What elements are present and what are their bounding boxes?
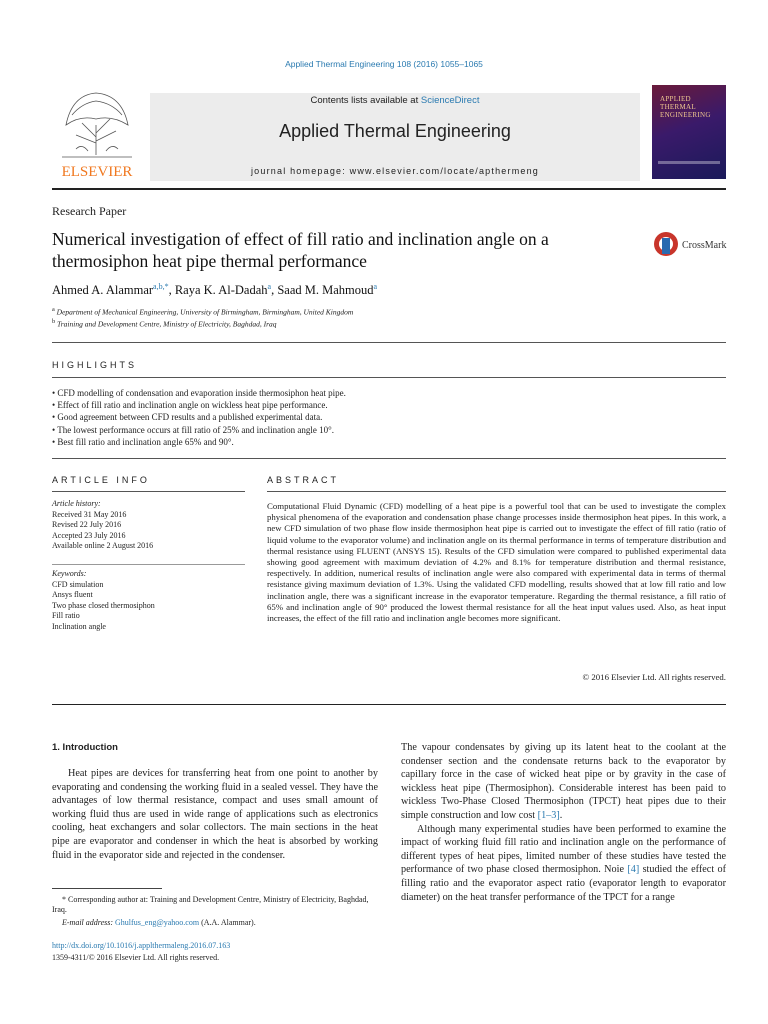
highlights-list	[52, 387, 346, 448]
divider	[52, 564, 245, 565]
reference-link[interactable]: [1–3]	[537, 809, 560, 821]
keyword: Two phase closed thermosiphon	[52, 600, 155, 610]
abstract-copyright: © 2016 Elsevier Ltd. All rights reserved.	[582, 672, 726, 682]
journal-cover-image[interactable]: APPLIED THERMAL ENGINEERING	[652, 85, 726, 179]
doi-link[interactable]: http://dx.doi.org/10.1016/j.applthermaleng.2016.07.163	[52, 941, 231, 950]
affiliation: $^a$ Department of Mechanical Engineering, University of Birmingham, Birmingham, United Kingdom	[52, 306, 354, 317]
highlight-item: • Best fill ratio and inclination angle 65% and 90°.	[52, 436, 234, 447]
highlight-item: • Effect of fill ratio and inclination angle on wickless heat pipe performance.	[52, 400, 328, 411]
article-type: Research Paper	[52, 204, 127, 218]
divider	[52, 458, 726, 459]
divider	[52, 491, 245, 492]
article-history: Article history: Received 31 May 2016 Revised 22 July 2016 Accepted 23 July 2016 Available online 2 August 2016	[52, 499, 154, 551]
intro-paragraph: Heat pipes are devices for transferring heat from one point to another by evaporating and condensing the working fluid in a sealed vessel. They have the advantages of low thermal resistance, compact and uses small amount of working fluid thus are used in wide range of applications such as electronics cooling, heat exchangers and solar collectors. The main sections in the heat pipe are evaporator and condenser in which the heat is absorbed by working fluid in the evaporator side and rejected in the condenser.	[52, 768, 378, 861]
publisher-wordmark: ELSEVIER	[61, 164, 133, 180]
journal-homepage[interactable]: journal homepage: www.elsevier.com/locate/apthermeng	[250, 166, 540, 176]
keyword: Fill ratio	[52, 611, 80, 621]
keyword: Ansys fluent	[52, 590, 93, 600]
keywords: Keywords: CFD simulation Ansys fluent Two phase closed thermosiphon Fill ratio Inclination angle	[52, 569, 232, 633]
corresponding-author-note: * Corresponding author at: Training and Development Centre, Ministry of Electricity, Baghdad, Iraq.	[52, 895, 369, 915]
abstract-heading: ABSTRACT	[267, 475, 340, 485]
issn-copyright: 1359-4311/© 2016 Elsevier Ltd. All rights reserved.	[52, 953, 220, 962]
email-link[interactable]: Ghulfus_eng@yahoo.com	[115, 918, 200, 927]
highlight-item: • Good agreement between CFD results and a published experimental data.	[52, 412, 323, 423]
section-heading: 1. Introduction	[52, 742, 118, 753]
email-note: E-mail address: Ghulfus_eng@yahoo.com (A.A. Alammar).	[62, 918, 256, 927]
contents-availability: Contents lists available at ScienceDirect	[310, 95, 480, 106]
author[interactable]: Saad M. Mahmoud	[277, 283, 374, 298]
crossmark-label: CrossMark	[682, 240, 727, 251]
divider	[52, 342, 726, 343]
elsevier-logo	[52, 85, 142, 181]
keyword: CFD simulation	[52, 579, 104, 589]
crossmark-badge[interactable]	[652, 228, 732, 262]
reference-link[interactable]: [4]	[627, 864, 640, 876]
intro-right-column: The vapour condensates by giving up its latent heat to the coolant at the condenser section and the condensate returns back to the evaporator by capillary force in the case of wicked heat pipe or by gravity in the case of wickless heat pipe (Thermosiphon). Considerable interest has been paid to wickless Two-Phase Closed Thermosiphon (TPCT) heat pipes due to their simple construction and low cost [1–3]. Although many experimental studies have been performed to examine the impact of working fluid fill ratio and inclination angle on the performance of different types of heat pipes, limited number of these studies have tested the performance of two phase closed thermosiphon. Noie [4] studied the effect of filling ratio and the evaporator aspect ratio (evaporator length to evaporator diameter) on the heat transfer performance of the TPCT for a range	[401, 742, 726, 903]
author[interactable]: Ahmed A. Alammar	[52, 283, 154, 298]
journal-citation-link[interactable]: Applied Thermal Engineering 108 (2016) 1055–1065	[285, 59, 483, 69]
divider	[52, 704, 726, 705]
header-rule	[52, 188, 726, 190]
article-title: Numerical investigation of effect of fill ratio and inclination angle on a thermosiphon heat pipe thermal performance	[52, 229, 549, 271]
article-info-heading: ARTICLE INFO	[52, 475, 150, 485]
sciencedirect-link[interactable]: ScienceDirect	[420, 95, 480, 106]
journal-title: Applied Thermal Engineering	[279, 121, 511, 141]
divider	[267, 491, 726, 492]
author[interactable]: Raya K. Al-Dadah	[174, 283, 268, 298]
author-list: Ahmed A. Alammar$^{a,b,*}$, Raya K. Al-Dadah$^a$, Saad M. Mahmoud$^a$	[52, 282, 378, 298]
abstract-text: Computational Fluid Dynamic (CFD) modelling of a heat pipe is a powerful tool that can be used to investigate the complex physical phenomena of the evaporation and condensation phase change processes inside thermosiphon heat pipes. In this work, a new CFD simulation of two phase flow inside thermosiphon heat pipe is carried out to investigate the effect of fill ratio (ratio of liquid volume to the evaporator volume) and inclination angle on its thermal performance in terms of temperature distribution and thermal resistance using FLUENT (ANSYS 15). Results of the CFD simulation were compared to published experimental data showing good agreement with maximum deviation of 4.2% and 8.1% for temperature distribution and thermal resistance, respectively. In addition, numerical results of inclination angle were also compared with experimental data in terms of thermal resistance giving maximum deviation of 1.3%. Using the validated CFD modelling, results showed that at low fill ratio and low inclination angle, there was a significant increase in the evaporator temperature. Regarding the thermal resistance, a fill ratio of 65% and inclination angle of 90° produced the lowest thermal resistance for all the heat input values used. Also, as heat input increases, the effect of the fill ratio and inclination angle becomes more significant.	[267, 501, 726, 624]
highlights-heading: HIGHLIGHTS	[52, 360, 138, 370]
affiliation: $^b$ Training and Development Centre, Ministry of Electricity, Baghdad, Iraq	[52, 318, 277, 329]
highlight-item: • CFD modelling of condensation and evaporation inside thermosiphon heat pipe.	[52, 388, 346, 398]
divider	[52, 377, 726, 378]
highlight-item: • The lowest performance occurs at fill ratio of 25% and inclination angle 10°.	[52, 424, 335, 435]
footnote-rule	[52, 888, 162, 889]
keyword: Inclination angle	[52, 621, 106, 631]
